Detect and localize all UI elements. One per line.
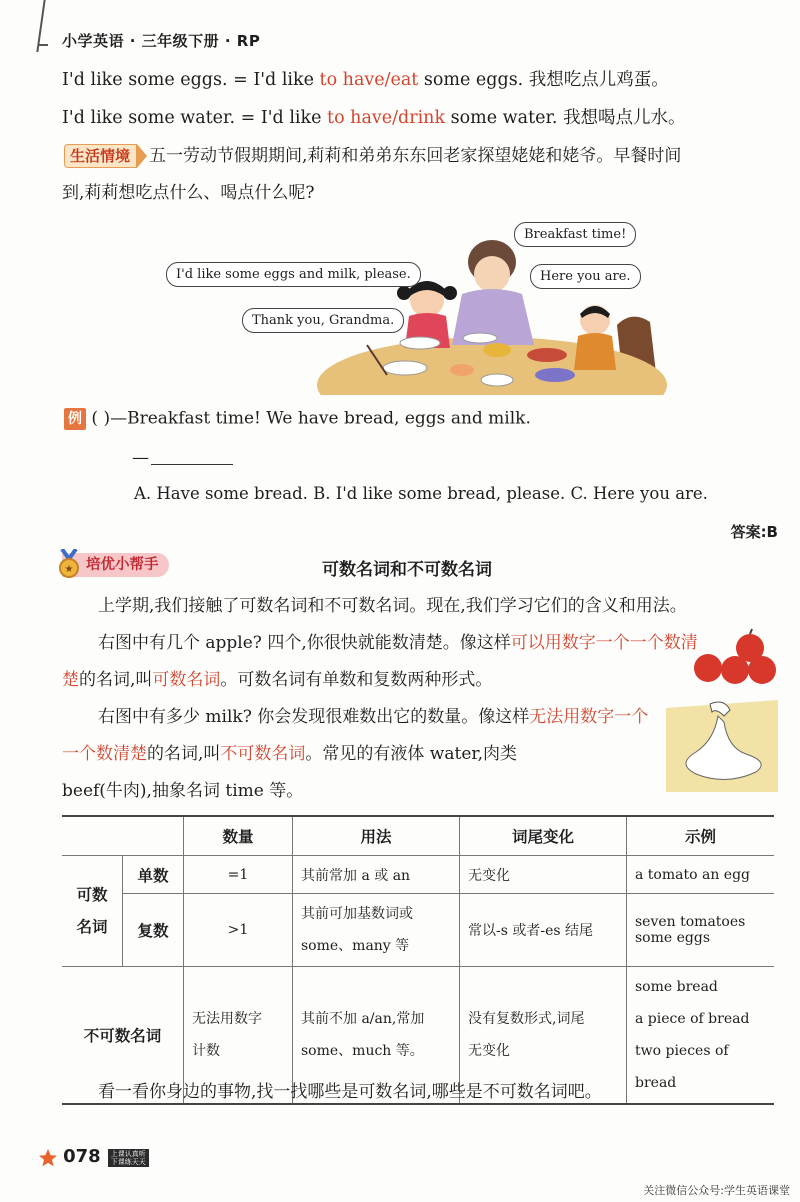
table-cell: seven tomatoes some eggs [627, 894, 775, 967]
dumpling-dish [535, 368, 575, 382]
sentence-text: some eggs. 我想吃点儿鸡蛋。 [418, 70, 669, 90]
sentence-text: I'd like some water. = I'd like [62, 108, 328, 128]
meat-dish [527, 348, 567, 362]
egg-plate [383, 361, 427, 375]
table-cell: 其前常加 a 或 an [293, 856, 460, 894]
svg-text:★: ★ [64, 564, 74, 575]
cell-text: some bread [635, 979, 718, 995]
highlight-text: to have/eat [319, 70, 419, 90]
paragraph-3 [62, 699, 662, 810]
exercise-options: A. Have some bread. B. I'd like some bread, please. C. Here you are. [134, 484, 708, 503]
table-cell: 常以-s 或者-es 结尾 [460, 894, 627, 967]
table-header-row [62, 816, 774, 856]
slogan-text: 下课练天天 [110, 1157, 146, 1166]
cell-text: 其前不加 a/an,常加 [301, 1011, 425, 1027]
column-header: 示例 [627, 816, 775, 856]
example-tag: 例 [64, 408, 86, 430]
table-cell: 无变化 [460, 856, 627, 894]
speech-bubble-breakfast: Breakfast time! [514, 222, 636, 247]
situation-line-1: 五一劳动节假期期间,莉莉和弟弟东东回老家探望姥姥和姥爷。早餐时间 [149, 146, 682, 166]
noun-usage-table [62, 815, 774, 1105]
section-title: 可数名词和不可数名词 [322, 560, 492, 580]
cell-text: 计数 [192, 1043, 220, 1059]
paragraph-text: 右图中有几个 apple? 四个,你很快就能数清楚。像这样 [98, 633, 511, 653]
table-cell: >1 [184, 894, 293, 967]
sentence-text: I'd like some eggs. = I'd like [62, 70, 320, 90]
corn-dish [483, 343, 511, 357]
question-text: ( )—Breakfast time! We have bread, eggs and milk. [91, 408, 531, 429]
answer-text: 答案:B [730, 523, 778, 541]
highlight-text: 可以用数字一 [510, 633, 613, 653]
closing-sentence: 看一看你身边的事物,找一找哪些是可数名词,哪些是不可数名词吧。 [98, 1082, 602, 1102]
paragraph-text: 的名词,叫 [79, 670, 153, 690]
milk-illustration [666, 700, 778, 792]
row-label: 单数 [123, 856, 184, 894]
page-footer [38, 1146, 149, 1168]
highlight-text: 不可数名词 [220, 744, 306, 764]
row-group-label-text: 名词 [76, 918, 108, 936]
situation-paragraph [64, 141, 681, 168]
paragraph-text: beef(牛肉),抽象名词 time 等。 [62, 781, 304, 801]
sentence-text: some water. 我想喝点儿水。 [445, 108, 686, 128]
situation-tag: 生活情境 [64, 144, 137, 168]
apple [748, 656, 776, 684]
speech-bubble-here: Here you are. [530, 264, 641, 289]
paragraph-text: 右图中有多少 milk? 你会发现很难数出它的数量。像这样 [98, 707, 530, 727]
highlight-text: 无法用 [529, 707, 581, 727]
table-cell: a tomato an egg [627, 856, 775, 894]
cell-text: 没有复数形式,词尾 [468, 1011, 585, 1027]
table-row [62, 856, 774, 894]
row-label: 不可数名词 [62, 967, 184, 1105]
running-title: 小学英语 · 三年级下册 · RP [62, 32, 261, 50]
apple [694, 654, 722, 682]
paragraph-text: 。常见的有液体 water,肉类 [305, 744, 518, 764]
breakfast-illustration [162, 210, 668, 395]
table-cell: =1 [184, 856, 293, 894]
highlight-text: to have/drink [327, 108, 446, 128]
plate [400, 337, 440, 349]
column-header: 词尾变化 [460, 816, 627, 856]
speech-bubble-eggs-milk: I'd like some eggs and milk, please. [166, 262, 421, 287]
corner-cell [62, 816, 184, 856]
answer-blank [132, 448, 233, 468]
apples-illustration [690, 628, 780, 686]
cell-text: 其前可加基数词或 [301, 906, 413, 922]
table-cell [627, 967, 775, 1105]
cell-text: some、many 等 [301, 938, 410, 954]
helper-tag-label: 培优小帮手 [86, 557, 159, 573]
table-cell [293, 894, 460, 967]
page-number: 078 [63, 1146, 101, 1167]
speech-bubble-thanks: Thank you, Grandma. [242, 308, 404, 333]
cell-text: two pieces of bread [635, 1043, 729, 1091]
grandma-face [474, 256, 510, 292]
situation-line-2: 到,莉莉想吃点什么、喝点什么呢? [62, 183, 315, 203]
cell-text: 无变化 [468, 1043, 510, 1059]
boy-body [574, 333, 616, 370]
table-row [62, 894, 774, 967]
page-corner-mark [38, 44, 48, 46]
slogan-badge [108, 1149, 149, 1167]
girl-pigtail [443, 286, 457, 300]
plate [463, 333, 497, 343]
blank-line [151, 464, 233, 465]
medal-icon [56, 549, 82, 579]
example-sentence-1 [62, 66, 669, 91]
soup-bowl [450, 364, 474, 376]
exercise-question [64, 408, 531, 430]
paragraph-1: 上学期,我们接触了可数名词和不可数名词。现在,我们学习它们的含义和用法。 [98, 596, 687, 616]
row-group-label [62, 856, 123, 967]
highlight-text: 可数名词 [152, 670, 221, 690]
paragraph-text: 的名词,叫 [147, 744, 221, 764]
highlight-text: 个一个数清楚 [62, 633, 698, 690]
cell-text: 无法用数字 [192, 1011, 262, 1027]
example-sentence-2 [62, 104, 686, 129]
row-group-label-text: 可数 [76, 886, 108, 904]
paragraph-2 [62, 625, 698, 699]
bun-plate [481, 374, 513, 386]
column-header: 用法 [293, 816, 460, 856]
row-label: 复数 [123, 894, 184, 967]
cell-text: some、much 等。 [301, 1043, 424, 1059]
apple [721, 656, 749, 684]
girl-pigtail [397, 286, 411, 300]
star-icon [38, 1148, 58, 1168]
wechat-notice: 关注微信公众号:学生英语课堂 [643, 1184, 790, 1197]
helper-tag [62, 553, 169, 577]
highlight-text: 数字一个一个数清楚 [62, 707, 649, 764]
column-header: 数量 [184, 816, 293, 856]
slogan-text: 上课认真听 [110, 1149, 146, 1158]
cell-text: a piece of bread [635, 1011, 750, 1027]
paragraph-text: 。可数名词有单数和复数两种形式。 [220, 670, 493, 690]
dash: — [132, 448, 149, 468]
